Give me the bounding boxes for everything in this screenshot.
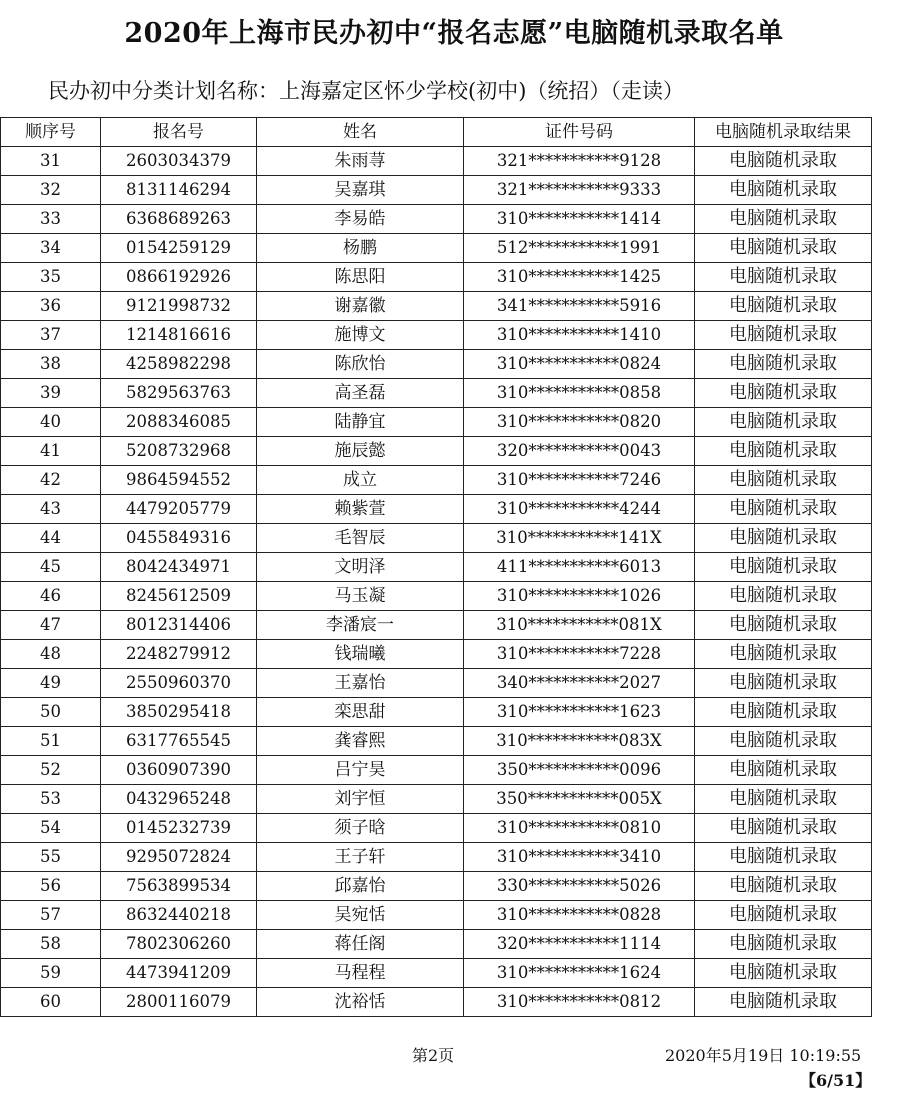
cell-reg-no: 5208732968 — [101, 437, 257, 466]
cell-seq: 34 — [1, 234, 101, 263]
cell-name: 沈裕恬 — [257, 988, 464, 1017]
cell-result: 电脑随机录取 — [695, 698, 872, 727]
cell-result: 电脑随机录取 — [695, 959, 872, 988]
table-row — [1, 727, 872, 756]
cell-seq: 58 — [1, 930, 101, 959]
table-row — [1, 350, 872, 379]
table-row — [1, 640, 872, 669]
cell-name: 吴宛恬 — [257, 901, 464, 930]
cell-seq: 52 — [1, 756, 101, 785]
cell-seq: 59 — [1, 959, 101, 988]
table-row — [1, 669, 872, 698]
cell-name: 陈欣怡 — [257, 350, 464, 379]
cell-id-no: 310***********0858 — [464, 379, 695, 408]
cell-id-no: 310***********7246 — [464, 466, 695, 495]
table-row — [1, 843, 872, 872]
cell-id-no: 310***********4244 — [464, 495, 695, 524]
cell-id-no: 310***********1623 — [464, 698, 695, 727]
cell-id-no: 512***********1991 — [464, 234, 695, 263]
cell-name: 龚睿熙 — [257, 727, 464, 756]
table-row — [1, 872, 872, 901]
cell-id-no: 310***********3410 — [464, 843, 695, 872]
cell-result: 电脑随机录取 — [695, 205, 872, 234]
cell-reg-no: 8632440218 — [101, 901, 257, 930]
cell-reg-no: 0455849316 — [101, 524, 257, 553]
cell-name: 须子晗 — [257, 814, 464, 843]
cell-name: 杨鹏 — [257, 234, 464, 263]
cell-seq: 54 — [1, 814, 101, 843]
cell-id-no: 321***********9128 — [464, 147, 695, 176]
table-row — [1, 176, 872, 205]
cell-seq: 44 — [1, 524, 101, 553]
cell-result: 电脑随机录取 — [695, 872, 872, 901]
cell-name: 王嘉怡 — [257, 669, 464, 698]
cell-id-no: 330***********5026 — [464, 872, 695, 901]
cell-seq: 31 — [1, 147, 101, 176]
cell-name: 陈思阳 — [257, 263, 464, 292]
table-row — [1, 263, 872, 292]
cell-reg-no: 7802306260 — [101, 930, 257, 959]
cell-id-no: 310***********0824 — [464, 350, 695, 379]
cell-seq: 51 — [1, 727, 101, 756]
cell-result: 电脑随机录取 — [695, 263, 872, 292]
table-row — [1, 466, 872, 495]
table-row — [1, 814, 872, 843]
cell-id-no: 310***********1410 — [464, 321, 695, 350]
cell-result: 电脑随机录取 — [695, 524, 872, 553]
table-row — [1, 756, 872, 785]
table-row — [1, 930, 872, 959]
cell-name: 栾思甜 — [257, 698, 464, 727]
cell-id-no: 321***********9333 — [464, 176, 695, 205]
cell-id-no: 310***********0828 — [464, 901, 695, 930]
cell-reg-no: 4473941209 — [101, 959, 257, 988]
cell-result: 电脑随机录取 — [695, 756, 872, 785]
plan-name-subtitle: 民办初中分类计划名称：上海嘉定区怀少学校(初中)（统招）（走读） — [48, 79, 684, 103]
cell-seq: 43 — [1, 495, 101, 524]
cell-name: 李易皓 — [257, 205, 464, 234]
header-name: 姓名 — [257, 118, 464, 147]
cell-id-no: 310***********1425 — [464, 263, 695, 292]
cell-reg-no: 6317765545 — [101, 727, 257, 756]
cell-reg-no: 2550960370 — [101, 669, 257, 698]
table-row — [1, 292, 872, 321]
table-row — [1, 785, 872, 814]
cell-seq: 46 — [1, 582, 101, 611]
cell-seq: 37 — [1, 321, 101, 350]
cell-seq: 53 — [1, 785, 101, 814]
sheet-count: 【6/51】 — [800, 1071, 872, 1090]
cell-name: 朱雨荨 — [257, 147, 464, 176]
cell-result: 电脑随机录取 — [695, 408, 872, 437]
cell-reg-no: 4479205779 — [101, 495, 257, 524]
cell-reg-no: 5829563763 — [101, 379, 257, 408]
admission-table — [0, 117, 872, 1017]
cell-result: 电脑随机录取 — [695, 640, 872, 669]
cell-seq: 57 — [1, 901, 101, 930]
cell-name: 邱嘉怡 — [257, 872, 464, 901]
cell-reg-no: 3850295418 — [101, 698, 257, 727]
cell-reg-no: 4258982298 — [101, 350, 257, 379]
cell-seq: 40 — [1, 408, 101, 437]
cell-name: 蒋任阁 — [257, 930, 464, 959]
cell-reg-no: 2800116079 — [101, 988, 257, 1017]
table-row — [1, 988, 872, 1017]
cell-result: 电脑随机录取 — [695, 553, 872, 582]
cell-seq: 32 — [1, 176, 101, 205]
cell-result: 电脑随机录取 — [695, 727, 872, 756]
cell-id-no: 310***********0820 — [464, 408, 695, 437]
cell-id-no: 320***********1114 — [464, 930, 695, 959]
cell-reg-no: 0432965248 — [101, 785, 257, 814]
cell-reg-no: 2603034379 — [101, 147, 257, 176]
cell-name: 刘宇恒 — [257, 785, 464, 814]
cell-seq: 49 — [1, 669, 101, 698]
cell-name: 文明泽 — [257, 553, 464, 582]
cell-result: 电脑随机录取 — [695, 901, 872, 930]
cell-name: 谢嘉徽 — [257, 292, 464, 321]
cell-seq: 41 — [1, 437, 101, 466]
cell-name: 吕宁昊 — [257, 756, 464, 785]
cell-id-no: 341***********5916 — [464, 292, 695, 321]
cell-reg-no: 6368689263 — [101, 205, 257, 234]
cell-seq: 39 — [1, 379, 101, 408]
cell-id-no: 340***********2027 — [464, 669, 695, 698]
cell-result: 电脑随机录取 — [695, 466, 872, 495]
cell-result: 电脑随机录取 — [695, 495, 872, 524]
table-header-row — [1, 118, 872, 147]
cell-name: 赖紫萱 — [257, 495, 464, 524]
cell-reg-no: 0866192926 — [101, 263, 257, 292]
cell-name: 吴嘉琪 — [257, 176, 464, 205]
cell-reg-no: 7563899534 — [101, 872, 257, 901]
cell-name: 高圣磊 — [257, 379, 464, 408]
table-body — [1, 147, 872, 1017]
cell-name: 毛智辰 — [257, 524, 464, 553]
cell-reg-no: 2088346085 — [101, 408, 257, 437]
cell-result: 电脑随机录取 — [695, 582, 872, 611]
cell-id-no: 350***********005X — [464, 785, 695, 814]
cell-reg-no: 8012314406 — [101, 611, 257, 640]
table-row — [1, 495, 872, 524]
cell-seq: 38 — [1, 350, 101, 379]
cell-name: 马玉凝 — [257, 582, 464, 611]
table-row — [1, 234, 872, 263]
header-seq: 顺序号 — [1, 118, 101, 147]
document-title: 2020年上海市民办初中“报名志愿”电脑随机录取名单 — [124, 18, 784, 49]
cell-result: 电脑随机录取 — [695, 437, 872, 466]
cell-reg-no: 8245612509 — [101, 582, 257, 611]
cell-name: 施辰懿 — [257, 437, 464, 466]
cell-result: 电脑随机录取 — [695, 669, 872, 698]
table-row — [1, 524, 872, 553]
cell-seq: 33 — [1, 205, 101, 234]
cell-seq: 42 — [1, 466, 101, 495]
cell-id-no: 310***********0812 — [464, 988, 695, 1017]
cell-name: 马程程 — [257, 959, 464, 988]
table-row — [1, 379, 872, 408]
cell-result: 电脑随机录取 — [695, 176, 872, 205]
cell-reg-no: 0360907390 — [101, 756, 257, 785]
cell-seq: 45 — [1, 553, 101, 582]
cell-seq: 36 — [1, 292, 101, 321]
cell-result: 电脑随机录取 — [695, 814, 872, 843]
cell-name: 陆静宜 — [257, 408, 464, 437]
cell-reg-no: 0145232739 — [101, 814, 257, 843]
cell-reg-no: 2248279912 — [101, 640, 257, 669]
cell-id-no: 310***********1026 — [464, 582, 695, 611]
header-reg-no: 报名号 — [101, 118, 257, 147]
cell-result: 电脑随机录取 — [695, 292, 872, 321]
cell-reg-no: 9864594552 — [101, 466, 257, 495]
cell-result: 电脑随机录取 — [695, 147, 872, 176]
cell-id-no: 310***********1624 — [464, 959, 695, 988]
cell-seq: 50 — [1, 698, 101, 727]
cell-result: 电脑随机录取 — [695, 843, 872, 872]
page-number: 第2页 — [412, 1046, 455, 1065]
table-row — [1, 959, 872, 988]
table-row — [1, 321, 872, 350]
table-row — [1, 408, 872, 437]
table-row — [1, 582, 872, 611]
header-result: 电脑随机录取结果 — [695, 118, 872, 147]
print-timestamp: 2020年5月19日 10:19:55 — [665, 1046, 862, 1065]
header-id-no: 证件号码 — [464, 118, 695, 147]
cell-seq: 47 — [1, 611, 101, 640]
table-row — [1, 698, 872, 727]
cell-reg-no: 0154259129 — [101, 234, 257, 263]
cell-reg-no: 1214816616 — [101, 321, 257, 350]
cell-seq: 56 — [1, 872, 101, 901]
cell-result: 电脑随机录取 — [695, 988, 872, 1017]
cell-result: 电脑随机录取 — [695, 321, 872, 350]
cell-seq: 60 — [1, 988, 101, 1017]
cell-id-no: 310***********141X — [464, 524, 695, 553]
cell-reg-no: 9295072824 — [101, 843, 257, 872]
cell-result: 电脑随机录取 — [695, 930, 872, 959]
cell-name: 钱瑞曦 — [257, 640, 464, 669]
cell-id-no: 350***********0096 — [464, 756, 695, 785]
cell-seq: 35 — [1, 263, 101, 292]
cell-seq: 55 — [1, 843, 101, 872]
cell-result: 电脑随机录取 — [695, 611, 872, 640]
cell-result: 电脑随机录取 — [695, 379, 872, 408]
cell-id-no: 411***********6013 — [464, 553, 695, 582]
cell-name: 李潘宸一 — [257, 611, 464, 640]
table-row — [1, 205, 872, 234]
cell-reg-no: 8131146294 — [101, 176, 257, 205]
table-row — [1, 437, 872, 466]
cell-id-no: 310***********1414 — [464, 205, 695, 234]
table-row — [1, 147, 872, 176]
cell-id-no: 320***********0043 — [464, 437, 695, 466]
cell-id-no: 310***********083X — [464, 727, 695, 756]
cell-name: 施博文 — [257, 321, 464, 350]
cell-id-no: 310***********0810 — [464, 814, 695, 843]
cell-name: 成立 — [257, 466, 464, 495]
cell-name: 王子轩 — [257, 843, 464, 872]
table-row — [1, 901, 872, 930]
cell-result: 电脑随机录取 — [695, 234, 872, 263]
cell-result: 电脑随机录取 — [695, 350, 872, 379]
table-row — [1, 611, 872, 640]
cell-id-no: 310***********081X — [464, 611, 695, 640]
cell-result: 电脑随机录取 — [695, 785, 872, 814]
cell-reg-no: 8042434971 — [101, 553, 257, 582]
cell-reg-no: 9121998732 — [101, 292, 257, 321]
cell-seq: 48 — [1, 640, 101, 669]
table-row — [1, 553, 872, 582]
cell-id-no: 310***********7228 — [464, 640, 695, 669]
